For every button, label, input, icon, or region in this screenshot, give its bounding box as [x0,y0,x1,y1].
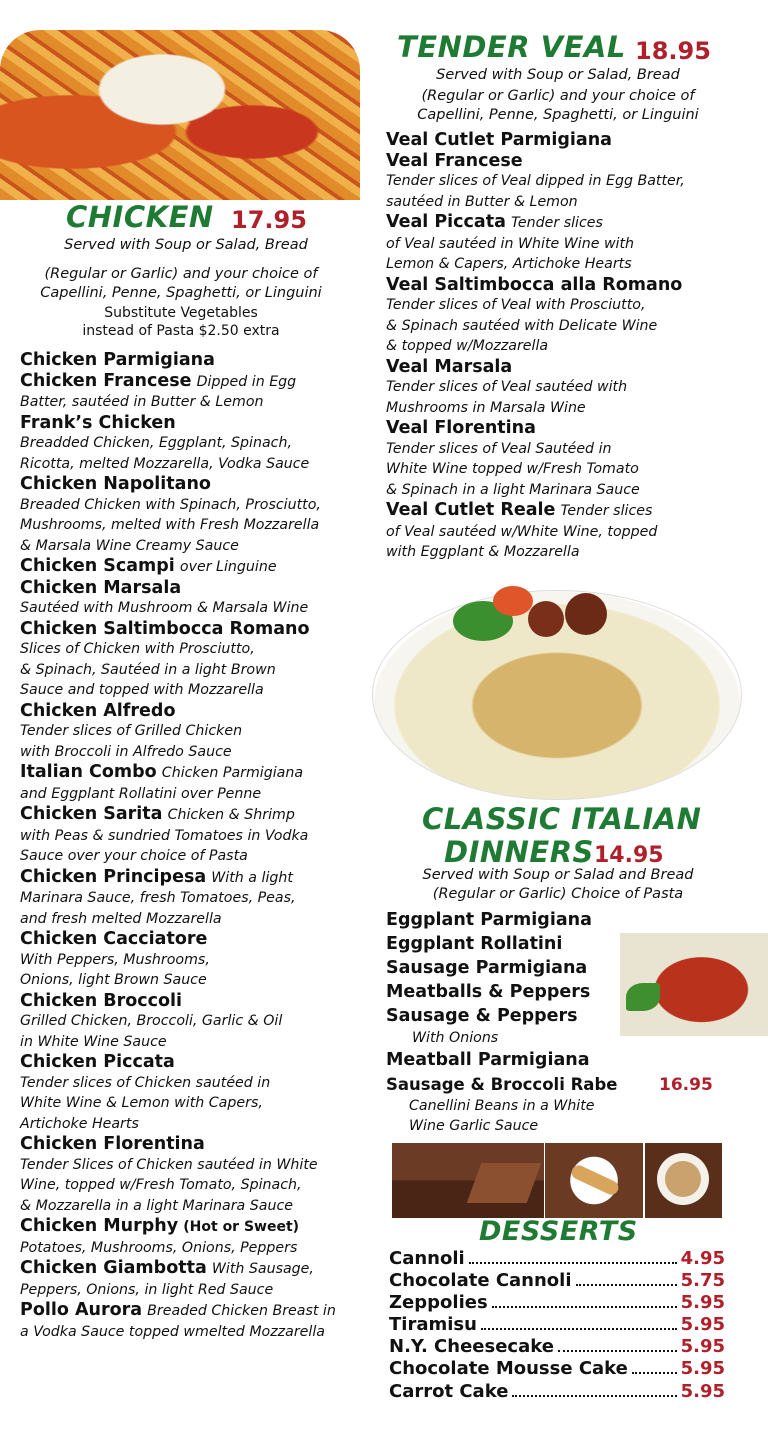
chicken-item-desc: with Peas & sundried Tomatoes in Vodka [20,827,309,844]
veal-item [386,130,756,151]
chicken-item-inline-desc: With a light [211,869,293,886]
veal-subtitle-1: Served with Soup or Salad, Bread [436,67,680,83]
veal-item-name: Veal Cutlet Parmigiana [386,130,612,150]
chicken-item [20,1216,372,1258]
chicken-substitute-1: Substitute Vegetables [104,305,258,321]
chicken-item-name: Chicken Piccata [20,1052,175,1072]
chicken-item-name: Chicken Napolitano [20,474,211,494]
chicken-parmigiana-photo [0,30,360,200]
chicken-item-desc: Batter, sautéed in Butter & Lemon [20,394,264,410]
veal-price: 18.95 [635,37,711,65]
chocolate-mousse-cake-photo [392,1143,544,1218]
dessert-row [389,1314,725,1336]
chicken-subtitle-1: Served with Soup or Salad, Bread [64,237,308,253]
chicken-item-desc: Sauce and topped with Mozzarella [20,682,264,698]
dessert-row [389,1270,725,1292]
cannoli-roll [569,1163,620,1197]
chicken-item-desc: Onions, light Brown Sauce [20,972,207,988]
chicken-item-desc: & Mozzarella in a light Marinara Sauce [20,1197,293,1214]
chicken-item [20,1052,372,1134]
chicken-item-inline-desc: Chicken Parmigiana [161,765,304,781]
coffee-photo [645,1143,722,1218]
chicken-price: 17.95 [231,206,307,234]
dessert-name: Tiramisu [389,1314,477,1336]
chicken-item-name: Chicken Saltimbocca Romano [20,618,310,639]
chicken-item-desc: Ricotta, melted Mozzarella, Vodka Sauce [20,455,310,472]
veal-item-name: Veal Francese [386,150,523,171]
chicken-item-desc: with Broccoli in Alfredo Sauce [20,743,232,760]
dessert-list [389,1248,725,1403]
classic-item-sub: With Onions [412,1030,499,1046]
classic-item-name: Meatball Parmigiana [386,1050,590,1070]
chicken-subtitle-2: (Regular or Garlic) and your choice of [44,266,318,282]
veal-item-name: Veal Marsala [386,356,513,377]
chicken-item [20,1300,372,1342]
classic-item [386,1028,626,1048]
classic-menu-list [386,908,626,1072]
classic-section-title-2: DINNERS [444,835,594,869]
chicken-item-desc: Breadded Chicken, Eggplant, Spinach, [20,435,292,451]
chicken-item [20,1258,372,1300]
pepper-garnish [493,586,533,616]
chicken-item-name: Chicken Principesa [20,866,207,887]
veal-item-desc: Tender slices of Veal dipped in Egg Batter, [386,173,685,189]
veal-item-desc: Tender slices of Veal sautéed with [386,379,628,395]
coffee-cup [657,1153,709,1205]
veal-item-name: Veal Florentina [386,418,536,438]
cake-slice [467,1163,542,1203]
chicken-item-name: Chicken Alfredo [20,700,176,721]
chicken-item-desc: in White Wine Sauce [20,1033,167,1050]
chicken-item-desc: Potatoes, Mushrooms, Onions, Peppers [20,1239,298,1256]
chicken-item-desc: a Vodka Sauce topped wmelted Mozzarella [20,1323,325,1340]
chicken-item-inline-desc: Breaded Chicken Breast in [147,1303,336,1319]
desserts-section-title: DESSERTS [479,1216,638,1247]
chicken-item-name: Chicken Francese [20,370,192,391]
dot-leader [481,1328,677,1330]
chicken-item-desc: Marinara Sauce, fresh Tomatoes, Peas, [20,890,296,906]
dot-leader [492,1306,677,1308]
veal-item-desc: Mushrooms in Marsala Wine [386,399,586,416]
classic-subtitle-2: (Regular or Garlic) Choice of Pasta [432,886,684,902]
dot-leader [469,1262,677,1264]
veal-item-desc: sautéed in Butter & Lemon [386,193,578,210]
classic-item [386,1048,626,1072]
dot-leader [558,1350,677,1352]
chicken-item-desc: Tender Slices of Chicken sautéed in White [20,1156,318,1173]
dessert-name: Carrot Cake [389,1380,509,1402]
chicken-item-name: Chicken Parmigiana [20,350,215,370]
chicken-item-desc: Peppers, Onions, in light Red Sauce [20,1281,274,1298]
chicken-item-name: Chicken Murphy [20,1216,179,1236]
chicken-item-name: Chicken Giambotta [20,1258,207,1278]
dessert-price: 5.95 [680,1336,725,1358]
chicken-item-desc: Tender slices of Chicken sautéed in [20,1074,271,1091]
chicken-item-desc: Tender slices of Grilled Chicken [20,723,243,739]
chicken-item-desc: Artichoke Hearts [20,1115,139,1132]
chicken-substitute-2: instead of Pasta $2.50 extra [82,323,280,339]
chicken-item-inline-desc: over Linguine [179,559,277,575]
chicken-item-desc: and fresh melted Mozzarella [20,910,222,927]
chicken-item [20,1134,372,1216]
chicken-item-desc: Sauce over your choice of Pasta [20,848,248,864]
veal-item [386,212,756,275]
special-item-name: Sausage & Broccoli Rabe [386,1075,618,1094]
classic-item-name: Sausage & Peppers [386,1006,578,1026]
potato-garnish [528,601,564,637]
chicken-item [20,578,372,619]
chicken-item [20,619,372,701]
chicken-menu-list [20,350,372,1342]
veal-item-desc: & Spinach in a light Marinara Sauce [386,481,640,498]
chicken-item [20,762,372,804]
chicken-item [20,350,372,371]
eggplant-parmigiana-photo [620,933,768,1036]
chicken-item [20,413,372,475]
veal-item-name: Veal Piccata [386,212,506,232]
dessert-price: 5.95 [680,1380,725,1402]
dot-leader [632,1372,677,1374]
classic-subtitle-1: Served with Soup or Salad and Bread [422,867,694,883]
chicken-item-desc: and Eggplant Rollatini over Penne [20,785,262,802]
chicken-item [20,474,372,556]
dessert-name: Chocolate Mousse Cake [389,1358,628,1380]
chicken-item-inline-desc: Chicken & Shrimp [167,807,295,823]
veal-section-title: TENDER VEAL [397,30,626,64]
veal-item-desc: Tender slices of Veal with Prosciutto, [386,297,646,313]
chicken-item-desc: Wine, topped w/Fresh Tomato, Spinach, [20,1177,302,1193]
veal-item-desc: of Veal sautéed in White Wine with [386,235,635,252]
dessert-row [389,1248,725,1270]
chicken-item [20,929,372,991]
veal-item-desc: Tender slices of Veal Sautéed in [386,440,612,457]
potato-garnish [565,593,607,635]
classic-item [386,1004,626,1028]
veal-item-desc: of Veal sautéed w/White Wine, topped [386,523,658,540]
chicken-item-desc: Slices of Chicken with Prosciutto, [20,641,255,657]
veal-item-name: Veal Cutlet Reale [386,500,556,520]
veal-item-desc: with Eggplant & Mozzarella [386,544,580,560]
dessert-row [389,1358,725,1380]
chicken-item-name: Chicken Scampi [20,556,175,576]
classic-item [386,932,626,956]
chicken-item [20,867,372,930]
dot-leader [576,1284,677,1286]
chicken-item-name: Italian Combo [20,762,157,782]
cannoli-photo [545,1143,643,1218]
dessert-row [389,1381,725,1403]
veal-item-desc: Lemon & Capers, Artichoke Hearts [386,256,632,272]
chicken-subtitle-3: Capellini, Penne, Spaghetti, or Linguini [40,285,322,301]
classic-item-name: Eggplant Parmigiana [386,910,592,930]
chicken-item-name: Pollo Aurora [20,1300,143,1320]
veal-item [386,275,756,357]
chicken-item-name: Chicken Cacciatore [20,929,208,949]
veal-francese-photo [372,590,742,800]
chicken-item-name: Chicken Broccoli [20,990,183,1011]
veal-item-desc: & topped w/Mozzarella [386,338,549,354]
veal-menu-list [386,130,756,563]
special-item-desc-2: Wine Garlic Sauce [409,1118,539,1134]
special-item-price: 16.95 [659,1075,713,1095]
dessert-price: 5.95 [680,1314,725,1336]
classic-item [386,956,626,980]
chicken-item [20,371,372,413]
chicken-item-desc: & Spinach, Sautéed in a light Brown [20,661,276,678]
basil-leaf [626,983,660,1011]
chicken-item-name: Chicken Sarita [20,804,163,824]
dessert-name: Chocolate Cannoli [389,1270,572,1292]
veal-item-inline-desc: Tender slices [560,503,653,519]
classic-item-name: Eggplant Rollatini [386,934,563,954]
chicken-item-note: (Hot or Sweet) [183,1219,300,1235]
veal-item-name: Veal Saltimbocca alla Romano [386,274,683,295]
chicken-item-desc: Grilled Chicken, Broccoli, Garlic & Oil [20,1013,283,1029]
dessert-name: N.Y. Cheesecake [389,1336,554,1358]
dessert-name: Zeppolies [389,1292,488,1314]
veal-item [386,357,756,419]
chicken-item-name: Chicken Marsala [20,577,182,598]
special-item-desc-1: Canellini Beans in a White [409,1098,595,1114]
classic-item [386,908,626,932]
chicken-item-name: Chicken Florentina [20,1134,205,1154]
chicken-section-title: CHICKEN [66,200,214,234]
veal-item-inline-desc: Tender slices [511,215,603,231]
veal-subtitle-3: Capellini, Penne, Spaghetti, or Linguini [417,107,699,123]
dessert-row [389,1292,725,1314]
dessert-row [389,1336,725,1358]
veal-subtitle-2: (Regular or Garlic) and your choice of [421,88,695,104]
chicken-item-desc: White Wine & Lemon with Capers, [20,1095,263,1111]
classic-item-name: Sausage Parmigiana [386,958,588,978]
classic-price: 14.95 [594,843,664,868]
veal-item [386,500,756,563]
classic-section-title-1: CLASSIC ITALIAN [422,802,702,836]
chicken-item [20,556,372,578]
veal-item [386,151,756,213]
dessert-price: 5.75 [680,1270,725,1292]
chicken-item-desc: With Peppers, Mushrooms, [20,951,210,968]
chicken-item-inline-desc: With Sausage, [211,1261,314,1277]
classic-item [386,980,626,1004]
chicken-item-desc: Breaded Chicken with Spinach, Prosciutto, [20,496,321,513]
veal-item [386,418,756,500]
chicken-item [20,701,372,763]
chicken-item-inline-desc: Dipped in Egg [196,373,297,390]
veal-item-desc: White Wine topped w/Fresh Tomato [386,461,639,477]
dessert-name: Cannoli [389,1248,465,1269]
dessert-price: 5.95 [680,1292,725,1314]
chicken-item-name: Frank’s Chicken [20,412,176,433]
dot-leader [512,1395,676,1397]
dessert-price: 4.95 [680,1248,725,1269]
chicken-item-desc: Mushrooms, melted with Fresh Mozzarella [20,517,320,533]
chicken-item [20,991,372,1053]
chicken-item [20,804,372,867]
chicken-item-desc: Sautéed with Mushroom & Marsala Wine [20,600,309,616]
dessert-price: 5.95 [680,1358,725,1380]
chicken-item-desc: & Marsala Wine Creamy Sauce [20,537,239,554]
veal-item-desc: & Spinach sautéed with Delicate Wine [386,317,658,334]
classic-item-name: Meatballs & Peppers [386,982,591,1002]
